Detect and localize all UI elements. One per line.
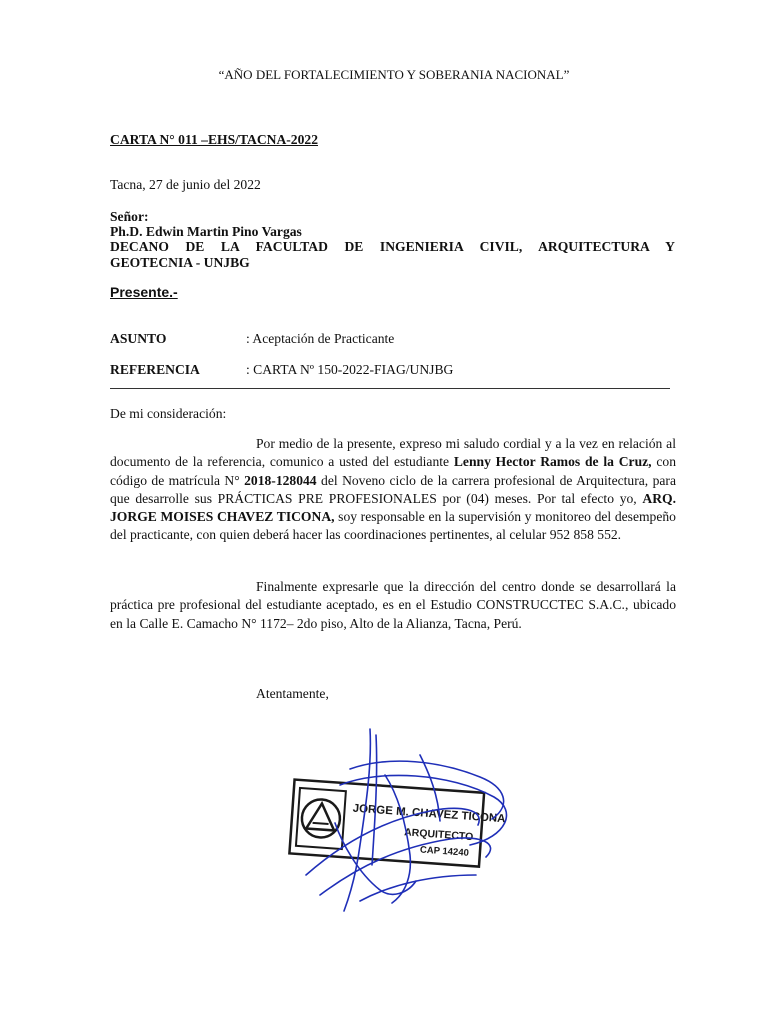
architect-name: ARQ. JORGE MOISES CHAVEZ TICONA, bbox=[110, 490, 676, 525]
body2-text: Finalmente expresarle que la dirección del centro donde se desarrollará la práctica pre profesional del estudiante aceptado, es en el Estudio CONSTRUCCTEC S.A.C., ubicado en la Calle E. Camacho N° 1172– 2do piso, Alto de la Alianza, Tacna, Perú. bbox=[110, 579, 676, 631]
recipient-name: Ph.D. Edwin Martin Pino Vargas bbox=[110, 224, 302, 239]
body-paragraph-2 bbox=[110, 578, 676, 633]
closing: Atentamente, bbox=[256, 686, 329, 701]
student-code: 2018-128044 bbox=[244, 472, 317, 488]
recipient-title-line2: GEOTECNIA - UNJBG bbox=[110, 255, 250, 270]
stamp-logo-line bbox=[313, 823, 329, 824]
stamp-role: ARQUITECTO bbox=[403, 826, 474, 844]
body1-text-2: con código de matrícula N° bbox=[110, 454, 676, 488]
reference-label: REFERENCIA bbox=[110, 362, 200, 377]
recipient-title bbox=[110, 239, 675, 271]
national-motto: “AÑO DEL FORTALECIMIENTO Y SOBERANIA NACIONAL” bbox=[218, 67, 570, 82]
stamp-logo-box bbox=[296, 788, 346, 849]
body1-text-4: soy responsable en la supervisión y monitoreo del desempeño del practicante, con quien deberá hacer las coordinaciones pertinentes, al celular 952 858 552. bbox=[110, 509, 676, 543]
letter-date: Tacna, 27 de junio del 2022 bbox=[110, 177, 261, 192]
stamp-logo-triangle bbox=[306, 803, 336, 831]
subject-label: ASUNTO bbox=[110, 331, 167, 346]
signature-stamp bbox=[280, 725, 530, 915]
stamp-cap: CAP 14240 bbox=[419, 844, 470, 859]
body1-text-3: del Noveno ciclo de la carrera profesional de Arquitectura, para que desarrolle sus PRÁCTICAS PRE PROFESIONALES por (04) meses. Por tal efecto yo, bbox=[110, 472, 676, 506]
reference-value: : CARTA Nº 150-2022-FIAG/UNJBG bbox=[246, 362, 454, 377]
student-name: Lenny Hector Ramos de la Cruz, bbox=[453, 454, 652, 470]
body-paragraph-1 bbox=[110, 435, 676, 545]
recipient-title-line1: DECANO DE LA FACULTAD DE INGENIERIA CIVIL, ARQUITECTURA Y bbox=[110, 239, 675, 254]
presente-label: Presente.- bbox=[110, 284, 178, 300]
stamp bbox=[289, 780, 507, 869]
greeting: De mi consideración: bbox=[110, 406, 227, 421]
recipient-salutation: Señor: bbox=[110, 209, 149, 224]
body1-text-1: Por medio de la presente, expreso mi saludo cordial y a la vez en relación al documento de la referencia, comunico a usted del estudiante bbox=[110, 436, 676, 470]
stamp-name: JORGE M. CHAVEZ TICONA bbox=[352, 802, 506, 826]
separator-line bbox=[110, 388, 670, 389]
letter-number: CARTA N° 011 –EHS/TACNA-2022 bbox=[110, 132, 318, 147]
subject-value: : Aceptación de Practicante bbox=[246, 331, 395, 346]
